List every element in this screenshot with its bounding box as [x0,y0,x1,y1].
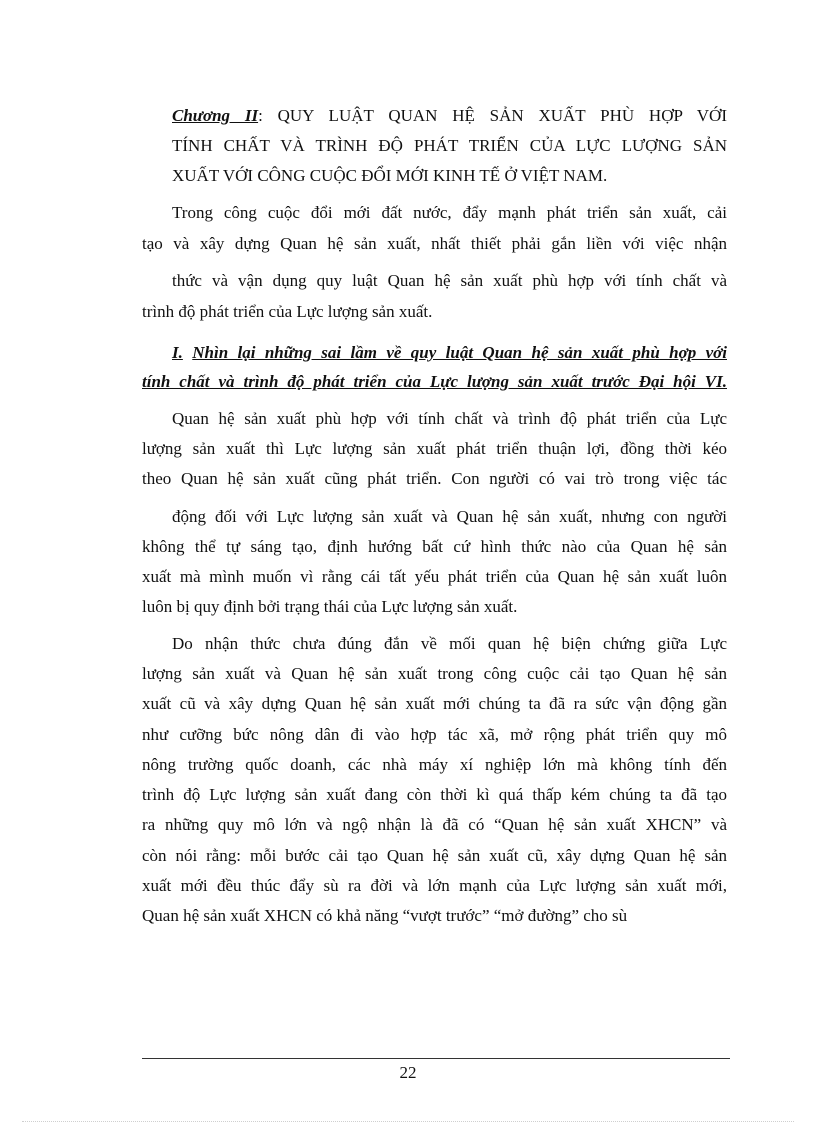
para2-line-10: Quan hệ sản xuất XHCN có khả năng “vượt trước” “mở đường” cho sù [142,906,628,925]
section-number: I. [172,343,183,362]
para2-line-6: trình độ Lực lượng sản xuất đang còn thời kì quá thấp kém chúng ta đã tạo [142,785,727,804]
para1-line-4: động đối với Lực lượng sản xuất và Quan hệ sản xuất, nhưng con người [172,507,727,526]
para1-line-6: xuất mà mình muốn vì rằng cái tất yếu phát triển của Quan hệ sản xuất luôn [142,567,727,586]
para2-line-9: xuất mới đều thúc đẩy sù ra đời và lớn mạnh của Lực lượng sản xuất mới, [142,876,727,895]
intro-line-2: tạo và xây dựng Quan hệ sản xuất, nhất thiết phải gắn liền với việc nhận [142,234,727,253]
para2-line-8: còn nói rằng: mỗi bước cải tạo Quan hệ sản xuất cũ, xây dựng Quan hệ sản [142,846,727,865]
intro-line-4: trình độ phát triển của Lực lượng sản xuất. [142,302,433,321]
chapter-label: Chương II [172,106,259,125]
para2-line-5: nông trường quốc doanh, các nhà máy xí nghiệp lớn mà không tính đến [142,755,727,774]
para2-line-3: xuất cũ và xây dựng Quan hệ sản xuất mới chúng ta đã ra sức vận động gần [142,694,727,713]
section-heading-line-2: tính chất và trình độ phát triển của Lực lượng sản xuất trước Đại hội VI. [142,372,727,391]
section-title-part-1: Nhìn lại những sai lầm về quy luật Quan hệ sản xuất phù hợp với [192,343,727,362]
chapter-title-part: : QUY LUẬT QUAN HỆ SẢN XUẤT PHÙ HỢP VỚI [258,106,727,125]
chapter-heading-line-3: XUẤT VỚI CÔNG CUỘC ĐỔI MỚI KINH TẾ Ở VIỆT NAM. [172,166,608,185]
intro-line-3: thức và vận dụng quy luật Quan hệ sản xuất phù hợp với tính chất và [172,271,727,290]
chapter-heading-line-1 [172,106,727,126]
footer-divider [142,1058,730,1059]
para1-line-1: Quan hệ sản xuất phù hợp với tính chất và trình độ phát triển của Lực [172,409,727,428]
para2-line-2: lượng sản xuất và Quan hệ sản xuất trong công cuộc cải tạo Quan hệ sản [142,664,727,683]
page-number: 22 [399,1063,417,1082]
para1-line-7: luôn bị quy định bởi trạng thái của Lực lượng sản xuất. [142,597,518,616]
para1-line-3: theo Quan hệ sản xuất cũng phát triển. Con người có vai trò trong việc tác [142,469,727,488]
page-bottom-border [22,1121,794,1122]
para1-line-5: không thể tự sáng tạo, định hướng bất cứ hình thức nào của Quan hệ sản [142,537,727,556]
section-heading-line-1 [172,343,727,363]
para1-line-2: lượng sản xuất thì Lực lượng sản xuất phát triển thuận lợi, đồng thời kéo [142,439,727,458]
para2-line-7: ra những quy mô lớn và ngộ nhận là đã có “Quan hệ sản xuất XHCN” và [142,815,727,834]
intro-line-1: Trong công cuộc đổi mới đất nước, đẩy mạnh phát triển sản xuất, cải [172,203,727,222]
para2-line-4: như cưỡng bức nông dân đi vào hợp tác xã, mở rộng phát triển quy mô [142,725,727,744]
para2-line-1: Do nhận thức chưa đúng đắn về mối quan hệ biện chứng giữa Lực [172,634,727,653]
chapter-heading-line-2: TÍNH CHẤT VÀ TRÌNH ĐỘ PHÁT TRIỂN CỦA LỰC LƯỢNG SẢN [172,136,727,155]
